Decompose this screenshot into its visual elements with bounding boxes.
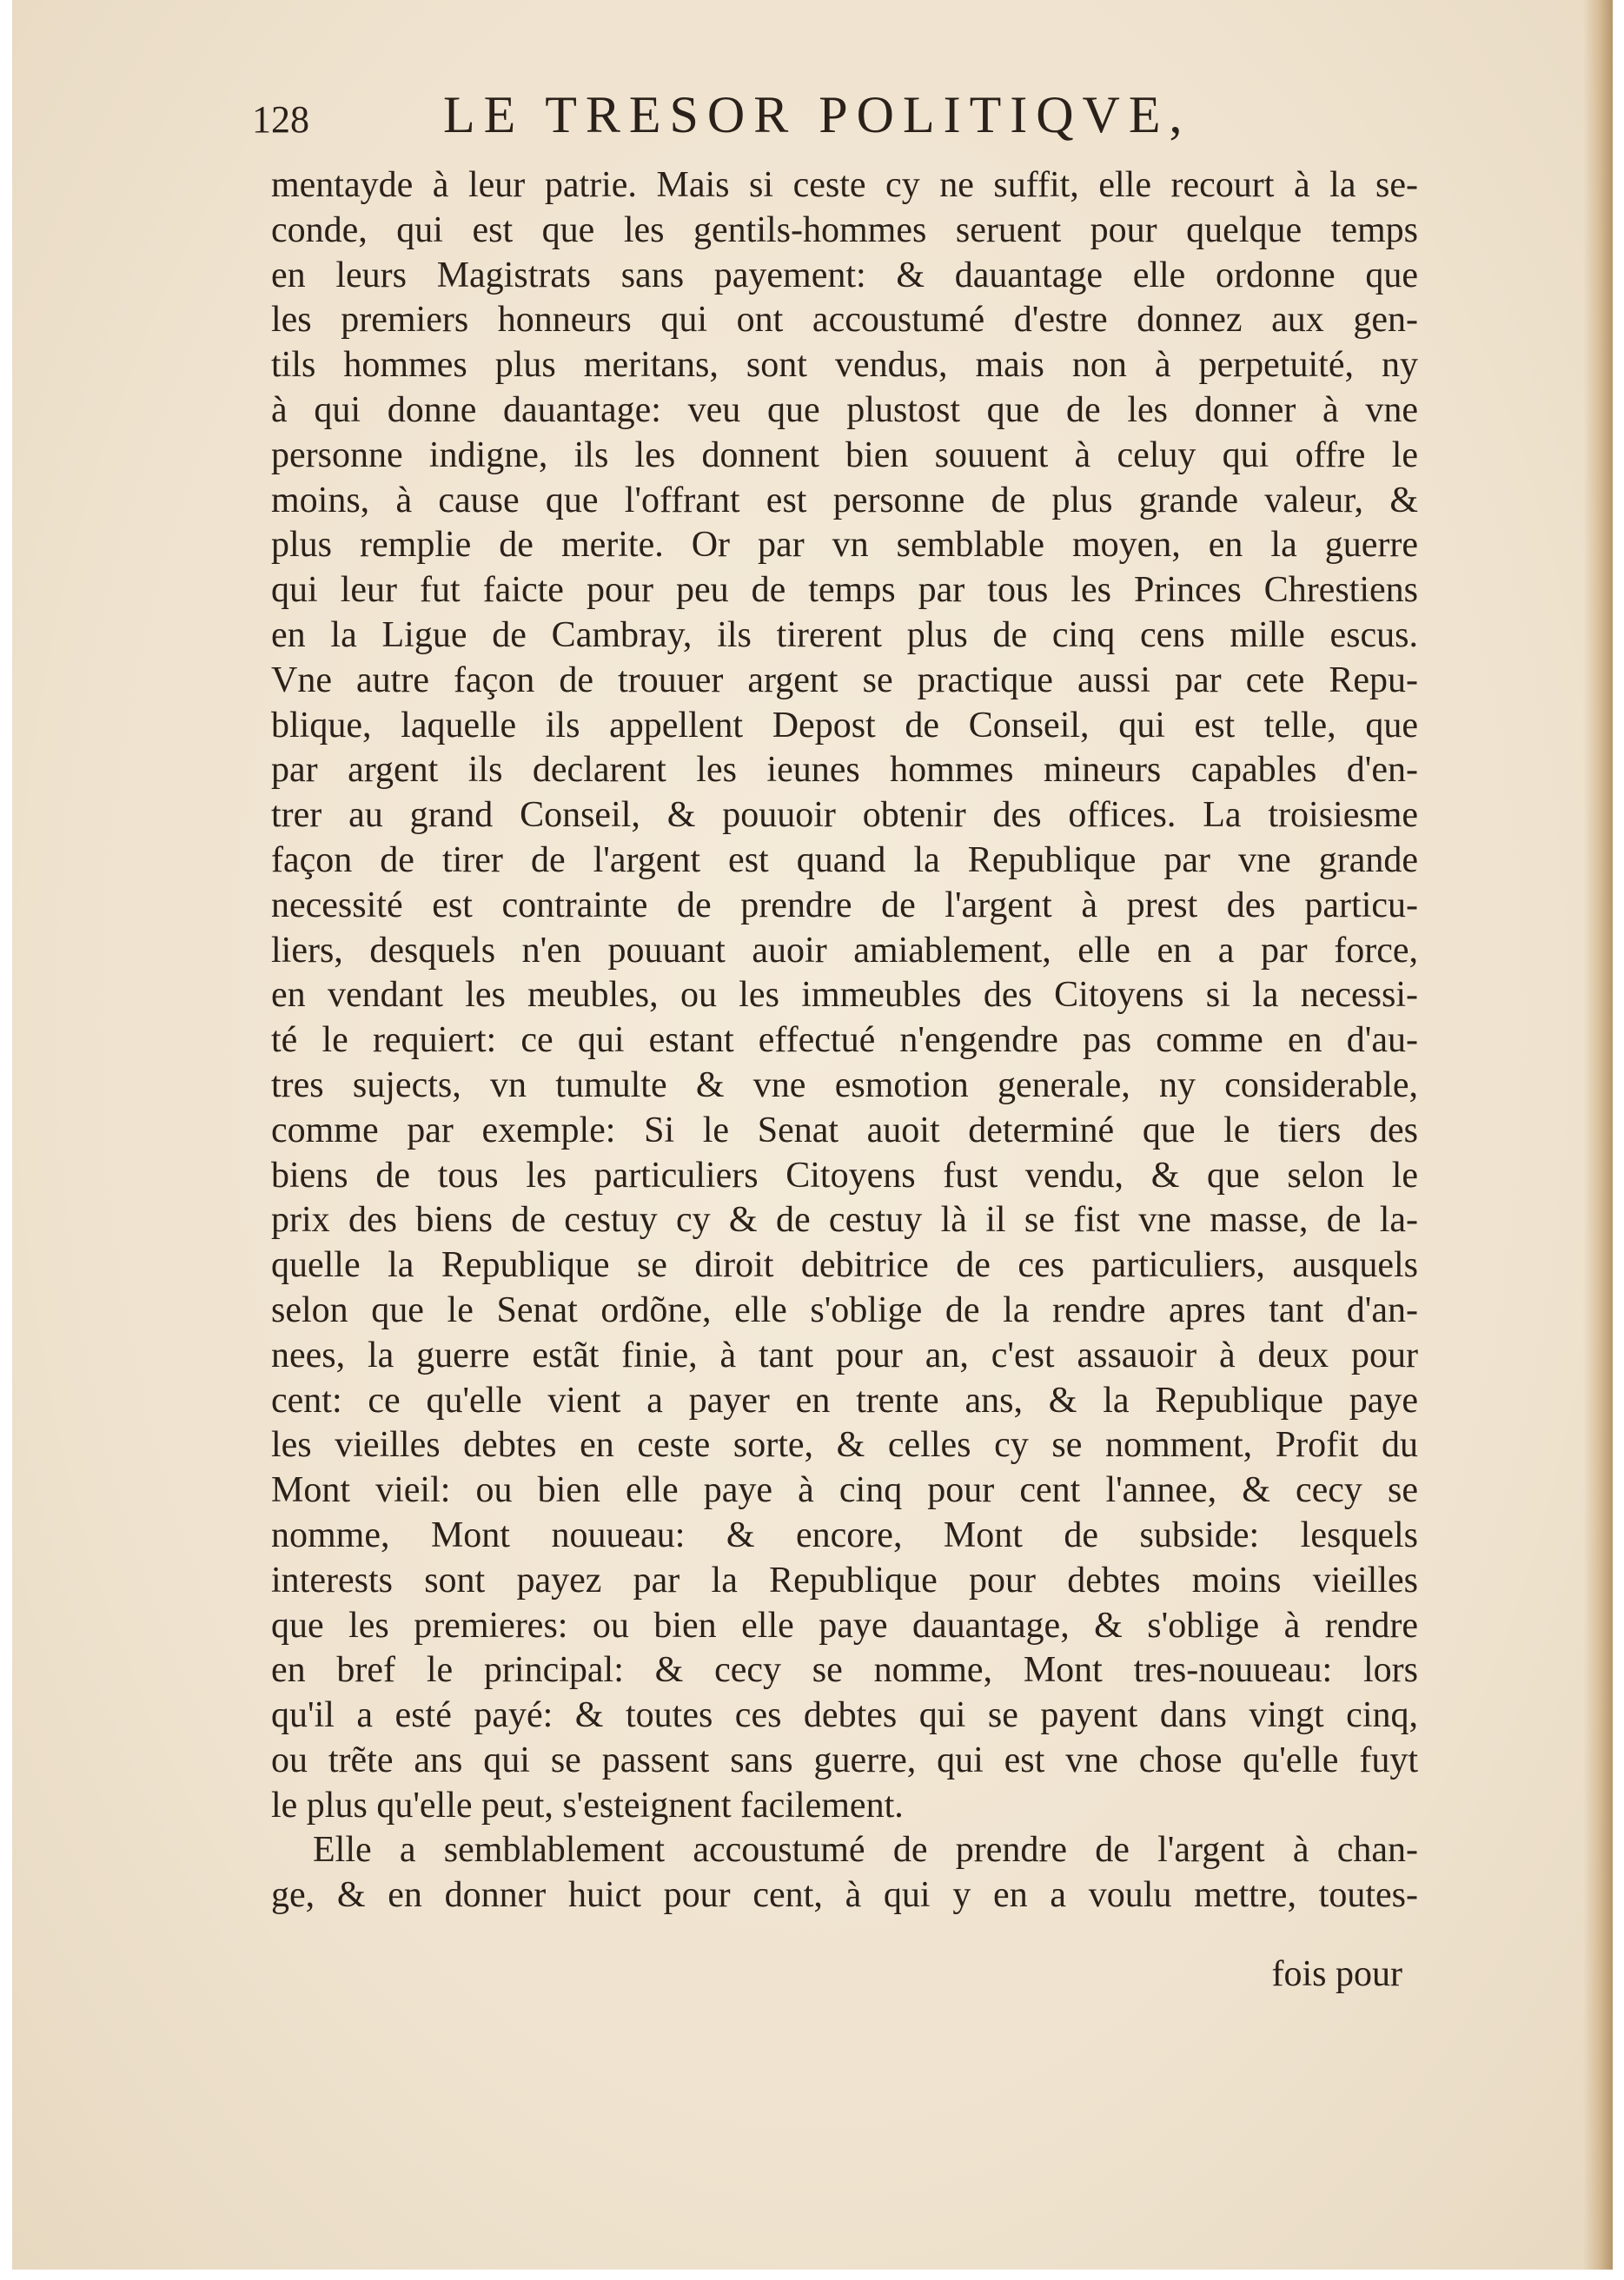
running-title: LE TRESOR POLITIQVE,	[443, 86, 1191, 143]
text-line: liers, desquels n'en pouuant auoir amiablement, elle en a par force,	[271, 930, 1418, 971]
text-line: en leurs Magistrats sans payement: & dauantage elle ordonne que	[271, 255, 1418, 295]
text-line: mentayde à leur patrie. Mais si ceste cy ne suffit, elle recourt à la se-	[271, 165, 1418, 205]
text-line: par argent ils declarent les ieunes hommes mineurs capables d'en-	[271, 750, 1418, 791]
text-line: les vieilles debtes en ceste sorte, & celles cy se nomment, Profit du	[271, 1425, 1418, 1466]
text-line: les premiers honneurs qui ont accoustumé d'estre donnez aux gen-	[271, 300, 1418, 341]
text-line: ge, & en donner huict pour cent, à qui y en a voulu mettre, toutes-	[271, 1875, 1418, 1916]
text-line: le plus qu'elle peut, s'esteignent facilement.	[271, 1785, 904, 1826]
text-line: qui leur fut faicte pour peu de temps par tous les Princes Chrestiens	[271, 570, 1418, 611]
running-head	[252, 85, 1416, 155]
text-line: trer au grand Conseil, & pouuoir obtenir des offices. La troisiesme	[271, 795, 1418, 836]
page-number: 128	[252, 98, 309, 141]
page-edge-shadow	[1583, 0, 1613, 2270]
text-line: en bref le principal: & cecy se nomme, Mont tres-nouueau: lors	[271, 1650, 1418, 1691]
text-line: necessité est contrainte de prendre de l'argent à prest des particu-	[271, 885, 1418, 925]
text-line: que les premieres: ou bien elle paye dauantage, & s'oblige à rendre	[271, 1605, 1418, 1646]
text-line: Vne autre façon de trouuer argent se practique aussi par cete Repu-	[271, 659, 1418, 700]
text-line: nees, la guerre estãt finie, à tant pour an, c'est assauoir à deux pour	[271, 1335, 1418, 1375]
text-line: selon que le Senat ordõne, elle s'oblige de la rendre apres tant d'an-	[271, 1289, 1418, 1330]
text-line: comme par exemple: Si le Senat auoit determiné que le tiers des	[271, 1110, 1418, 1150]
text-line: blique, laquelle ils appellent Depost de Conseil, qui est telle, que	[271, 705, 1418, 746]
text-line: personne indigne, ils les donnent bien souuent à celuy qui offre le	[271, 434, 1418, 475]
text-line: moins, à cause que l'offrant est personne de plus grande valeur, &	[271, 480, 1418, 520]
text-line: Mont vieil: ou bien elle paye à cinq pour cent l'annee, & cecy se	[271, 1470, 1418, 1511]
text-line: conde, qui est que les gentils-hommes seruent pour quelque temps	[271, 209, 1418, 250]
text-line: ou trẽte ans qui se passent sans guerre, qui est vne chose qu'elle fuyt	[271, 1740, 1418, 1780]
text-line: té le requiert: ce qui estant effectué n'engendre pas comme en d'au-	[271, 1020, 1418, 1061]
text-line: à qui donne dauantage: veu que plustost que de les donner à vne	[271, 389, 1418, 430]
text-line: tres sujects, vn tumulte & vne esmotion generale, ny considerable,	[271, 1064, 1418, 1105]
body-text	[271, 163, 1418, 1919]
text-line: quelle la Republique se diroit debitrice de ces particuliers, ausquels	[271, 1245, 1418, 1286]
text-line: tils hommes plus meritans, sont vendus, mais non à perpetuité, ny	[271, 345, 1418, 386]
paragraph-first-line: Elle a semblablement accoustumé de prendre de l'argent à chan-	[313, 1830, 1418, 1871]
text-line: cent: ce qu'elle vient a payer en trente ans, & la Republique paye	[271, 1380, 1418, 1421]
text-line: interests sont payez par la Republique pour debtes moins vieilles	[271, 1560, 1418, 1601]
catchword: fois pour	[1271, 1954, 1402, 1994]
text-line: en vendant les meubles, ou les immeubles des Citoyens si la necessi-	[271, 975, 1418, 1016]
text-line: prix des biens de cestuy cy & de cestuy là il se fist vne masse, de la-	[271, 1200, 1418, 1241]
text-line: façon de tirer de l'argent est quand la Republique par vne grande	[271, 839, 1418, 880]
text-line: qu'il a esté payé: & toutes ces debtes qui se payent dans vingt cinq,	[271, 1695, 1418, 1736]
text-line: en la Ligue de Cambray, ils tirerent plus de cinq cens mille escus.	[271, 614, 1418, 655]
book-page	[12, 0, 1613, 2270]
text-line: biens de tous les particuliers Citoyens fust vendu, & que selon le	[271, 1155, 1418, 1196]
text-line: nomme, Mont nouueau: & encore, Mont de subside: lesquels	[271, 1514, 1418, 1555]
text-line: plus remplie de merite. Or par vn semblable moyen, en la guerre	[271, 525, 1418, 566]
